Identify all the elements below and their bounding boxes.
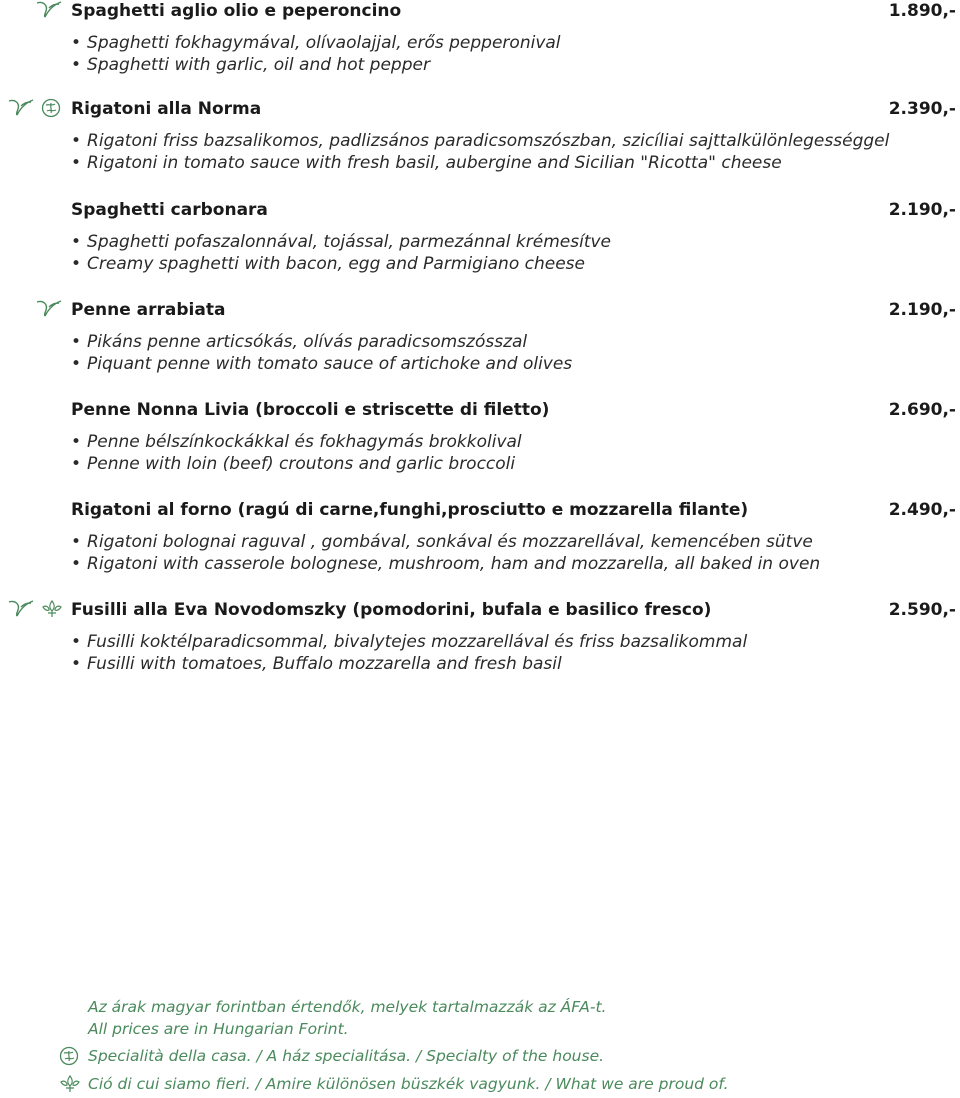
dish-description-en: • Spaghetti with garlic, oil and hot pepper [71, 55, 430, 75]
menu-item [0, 299, 960, 379]
dish-description-hu: • Pikáns penne articsókás, olívás paradicsomszósszal [71, 332, 528, 352]
menu-item [0, 98, 960, 178]
dish-description-en: • Rigatoni in tomato sauce with fresh basil, aubergine and Sicilian "Ricotta" cheese [71, 153, 782, 173]
menu-item-header [0, 299, 960, 321]
dish-description-en: • Penne with loin (beef) croutons and garlic broccoli [71, 454, 516, 474]
dish-description-hu: • Rigatoni friss bazsalikomos, padlizsános paradicsomszószban, szicíliai sajttalkülönlegességgel [71, 131, 890, 151]
menu-item [0, 599, 960, 679]
menu-item-header [0, 499, 960, 521]
vegetarian-leaf-icon [34, 298, 64, 318]
dish-price: 2.490,- [888, 500, 956, 520]
dish-price: 2.590,- [888, 600, 956, 620]
trinacria-specialty-icon [58, 1046, 80, 1070]
dish-name: Spaghetti carbonara [71, 200, 268, 220]
vegetarian-leaf-icon [6, 97, 36, 117]
dish-price: 1.890,- [888, 1, 956, 21]
menu-item-header [0, 199, 960, 221]
menu-item [0, 499, 960, 579]
dish-name: Fusilli alla Eva Novodomszky (pomodorini, bufala e basilico fresco) [71, 600, 712, 620]
fleur-de-lis-icon [40, 599, 64, 619]
trinacria-specialty-icon [40, 98, 62, 118]
dish-description-en: • Creamy spaghetti with bacon, egg and Parmigiano cheese [71, 254, 585, 274]
dish-description-hu: • Penne bélszínkockákkal és fokhagymás brokkolival [71, 432, 522, 452]
dish-price: 2.190,- [888, 300, 956, 320]
menu-item [0, 399, 960, 479]
dish-name: Penne arrabiata [71, 300, 226, 320]
dish-description-hu: • Spaghetti pofaszalonnával, tojással, parmezánnal krémesítve [71, 232, 612, 252]
menu-item-header [0, 399, 960, 421]
dish-description-hu: • Rigatoni bolognai raguval , gombával, sonkával és mozzarellával, kemencében sütve [71, 532, 813, 552]
dish-price: 2.190,- [888, 200, 956, 220]
dish-description-en: • Rigatoni with casserole bolognese, mushroom, ham and mozzarella, all baked in oven [71, 554, 821, 574]
footer-specialty-legend: Specialità della casa. / A ház specialitása. / Specialty of the house. [88, 1047, 605, 1065]
dish-name: Rigatoni al forno (ragú di carne,funghi,prosciutto e mozzarella filante) [71, 500, 749, 520]
menu-item [0, 199, 960, 279]
vegetarian-leaf-icon [6, 598, 36, 618]
dish-description-hu: • Fusilli koktélparadicsommal, bivalytejes mozzarellával és friss bazsalikommal [71, 632, 748, 652]
menu-item-header [0, 0, 960, 22]
menu-item-header [0, 98, 960, 120]
dish-price: 2.690,- [888, 400, 956, 420]
footer-price-note-hu: Az árak magyar forintban értendők, melyek tartalmazzák az ÁFA-t. [88, 998, 607, 1016]
dish-name: Rigatoni alla Norma [71, 99, 262, 119]
dish-description-en: • Piquant penne with tomato sauce of artichoke and olives [71, 354, 573, 374]
menu-item [0, 0, 960, 80]
dish-name: Spaghetti aglio olio e peperoncino [71, 1, 402, 21]
fleur-de-lis-icon [58, 1074, 82, 1098]
footer-proud-legend: Ció di cui siamo fieri. / Amire különösen büszkék vagyunk. / What we are proud of. [88, 1075, 729, 1093]
footer-price-note-en: All prices are in Hungarian Forint. [88, 1020, 349, 1038]
dish-description-hu: • Spaghetti fokhagymával, olívaolajjal, erős pepperonival [71, 33, 561, 53]
dish-description-en: • Fusilli with tomatoes, Buffalo mozzarella and fresh basil [71, 654, 562, 674]
dish-name: Penne Nonna Livia (broccoli e striscette di filetto) [71, 400, 550, 420]
dish-price: 2.390,- [888, 99, 956, 119]
menu-item-header [0, 599, 960, 621]
vegetarian-leaf-icon [34, 0, 64, 19]
